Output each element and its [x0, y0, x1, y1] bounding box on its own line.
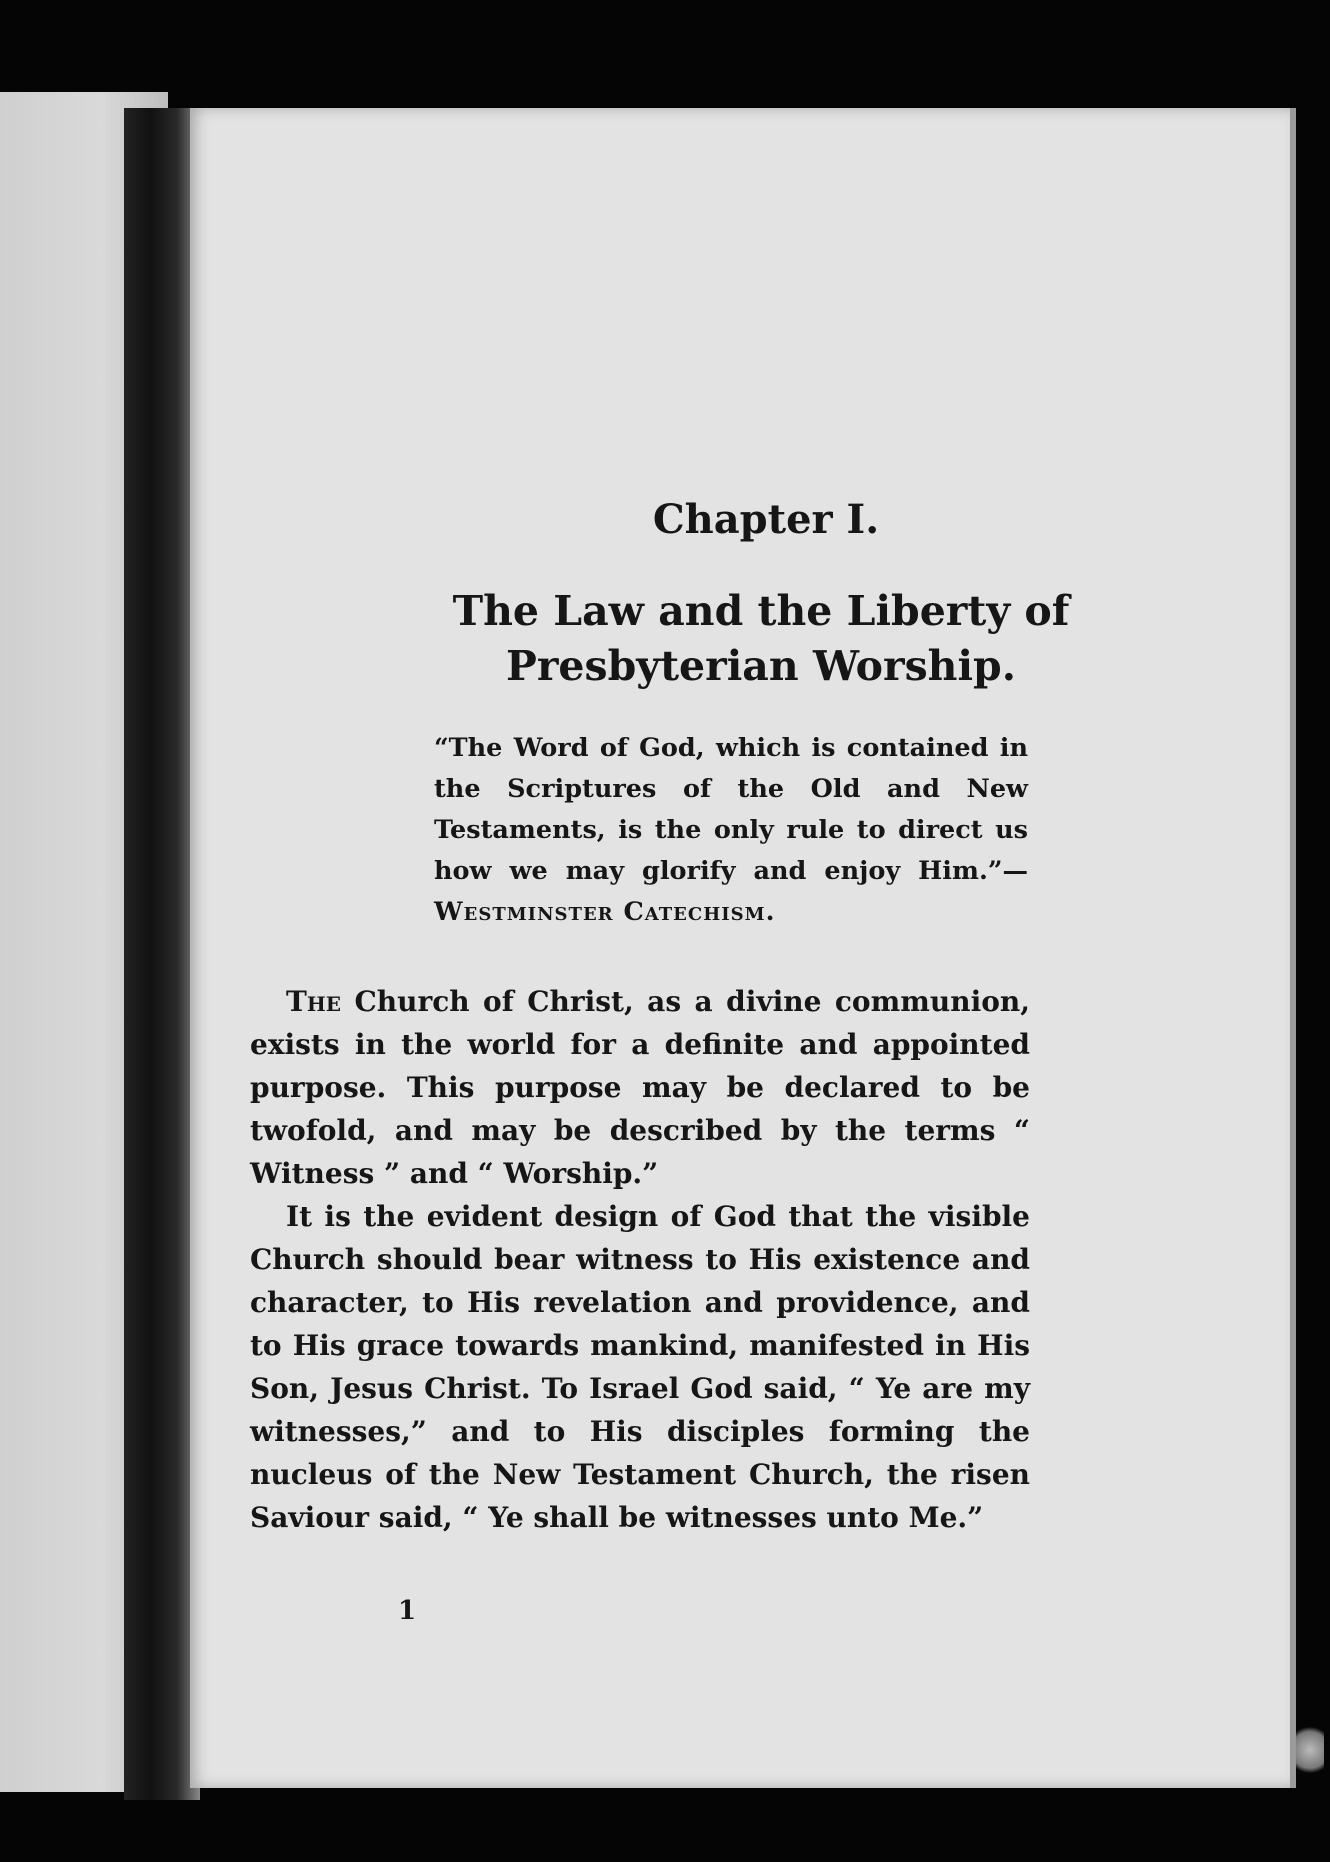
page-damage-speck	[1296, 1720, 1324, 1780]
paragraph-1	[250, 980, 1030, 1195]
chapter-label: Chapter I.	[652, 496, 880, 543]
body-text	[250, 980, 1030, 1539]
paragraph-2: It is the evident design of God that the visible Church should bear witness to His existence and character, to His revelation and providence, and to His grace towards mankind, manifested in His Son, Jesus Christ. To Israel God said, “ Ye are my witnesses,” and to His disciples forming the nucleus of the New Testament Church, the risen Saviour said, “ Ye shall be witnesses unto Me.”	[250, 1200, 1030, 1534]
chapter-title-line-2: Presbyterian Worship.	[506, 642, 1016, 690]
paragraph-1-lead-word: The	[286, 985, 341, 1018]
page-number: 1	[398, 1596, 417, 1626]
epigraph-source: Westminster Catechism.	[434, 897, 776, 927]
paragraph-1-text: Church of Christ, as a divine communion, exists in the world for a definite and appointed purpose. This purpose may be declared to be twofold, and may be described by the terms “ Witness ” and “ Worship.”	[250, 985, 1030, 1190]
epigraph	[434, 728, 1028, 933]
epigraph-text: “The Word of God, which is contained in the Scriptures of the Old and New Testaments, is the only rule to direct us how we may glorify and enjoy Him.”—	[434, 733, 1028, 886]
book-gutter	[124, 108, 200, 1800]
chapter-title-line-1: The Law and the Liberty of	[452, 587, 1070, 635]
book-page	[190, 108, 1292, 1788]
chapter-title	[190, 584, 1292, 694]
page-right-edge	[1290, 108, 1296, 1788]
